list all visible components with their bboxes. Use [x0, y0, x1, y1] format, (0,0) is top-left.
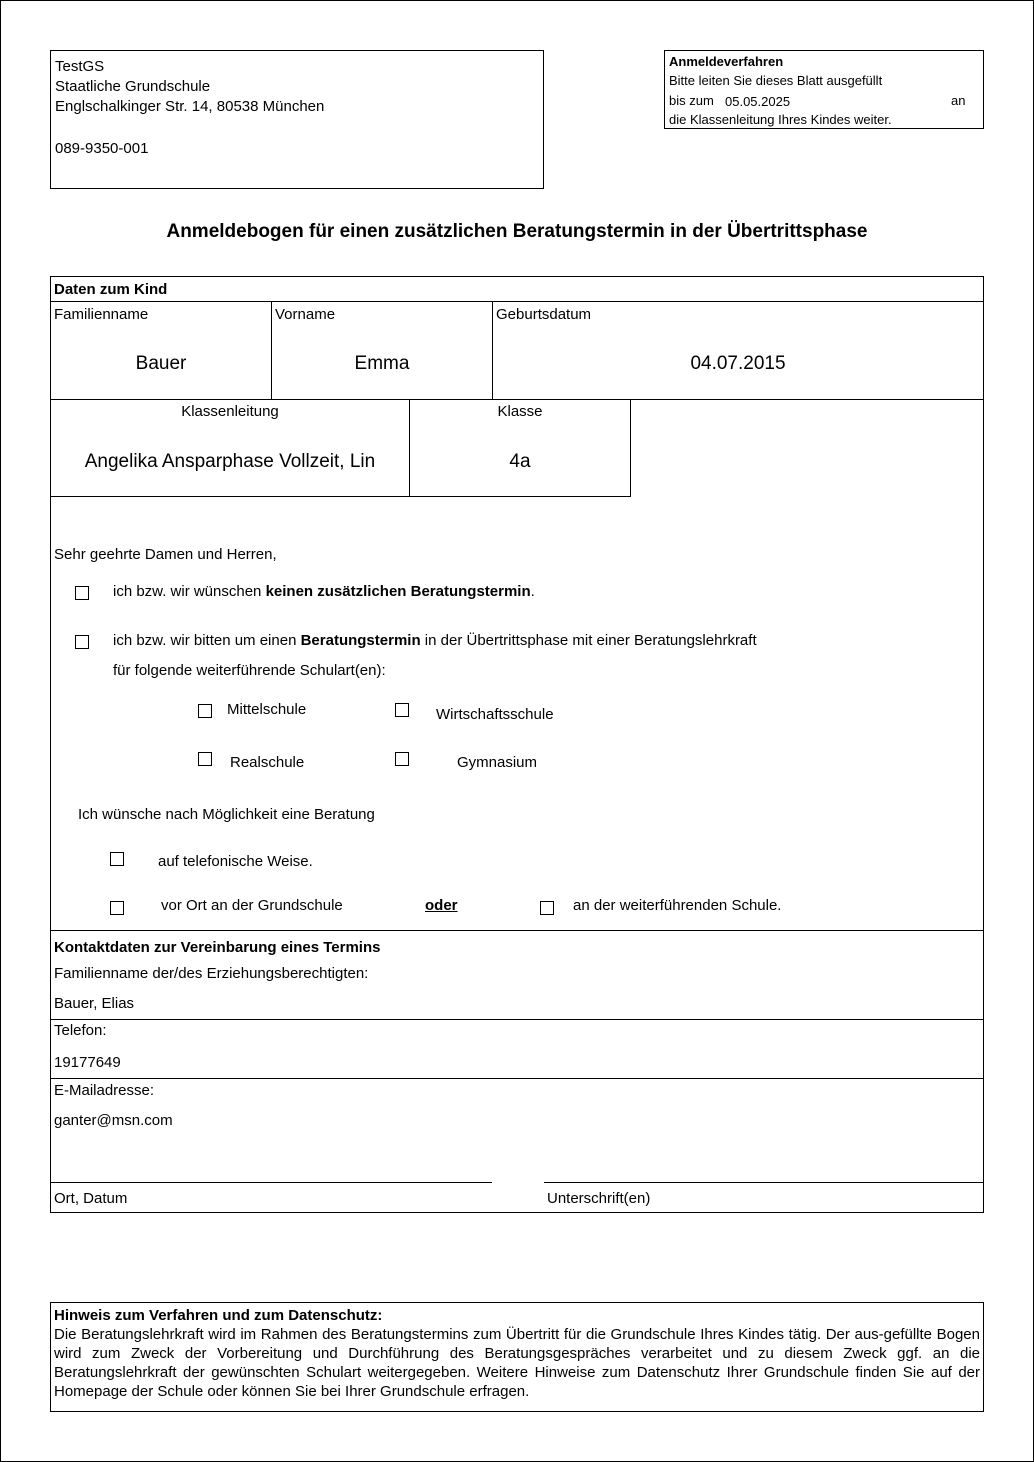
onsite-consult-label: vor Ort an der Grundschule	[161, 897, 343, 914]
divider	[492, 301, 493, 399]
option-no-consultation	[113, 583, 535, 600]
divider	[50, 930, 984, 931]
school-address-box	[50, 50, 544, 189]
school-type: Staatliche Grundschule	[55, 78, 211, 95]
procedure-line3: die Klassenleitung Ihres Kindes weiter.	[669, 112, 892, 127]
phone-consult-checkbox[interactable]	[110, 852, 124, 866]
privacy-notice-box	[50, 1302, 984, 1412]
onsite-consult-checkbox[interactable]	[110, 901, 124, 915]
option2-pre: ich bzw. wir bitten um einen	[113, 632, 297, 649]
child-lastname: Bauer	[135, 353, 187, 374]
class-label: Klasse	[497, 403, 543, 420]
child-firstname: Emma	[354, 353, 410, 374]
procedure-line1: Bitte leiten Sie dieses Blatt ausgefüllt	[669, 73, 883, 88]
no-consultation-checkbox[interactable]	[75, 586, 89, 600]
class-teacher: Angelika Ansparphase Vollzeit, Lin	[84, 451, 376, 472]
guardian-name: Bauer, Elias	[54, 995, 135, 1012]
procedure-line2-suffix: an	[951, 93, 966, 108]
secondary-school-label: an der weiterführenden Schule.	[573, 897, 782, 914]
gymnasium-label: Gymnasium	[457, 754, 538, 771]
email-value: ganter@msn.com	[54, 1112, 173, 1129]
teacher-label: Klassenleitung	[181, 403, 279, 420]
phone-consult-label: auf telefonische Weise.	[158, 853, 313, 870]
signature-line	[544, 1182, 984, 1183]
divider	[50, 301, 984, 302]
realschule-label: Realschule	[230, 754, 305, 771]
child-section-title: Daten zum Kind	[54, 281, 168, 298]
notice-text: Die Beratungslehrkraft wird im Rahmen des Beratungstermins zum Übertritt für die Grundschule Ihres Kindes tätig. Der aus-gefüllte Bogen wird zum Zweck der Vorbereitung und Durchführung des Beratungsgespräches verarbeitet und zu diesem Zweck ggf. an die Beratungslehrkraft der gewünschten Schulart weitergegeben. Weitere Hinweise zum Datenschutz Ihrer Grundschule finden Sie auf der Homepage der Schule oder können Sie bei Ihrer Grundschule erfragen.	[54, 1326, 980, 1400]
option2-bold: Beratungstermin	[300, 632, 421, 649]
option1-bold: keinen zusätzlichen Beratungstermin	[265, 583, 531, 600]
wirtschaftsschule-label: Wirtschaftsschule	[436, 706, 554, 723]
divider	[50, 1019, 984, 1020]
mittelschule-label: Mittelschule	[227, 701, 307, 718]
realschule-checkbox[interactable]	[198, 752, 212, 766]
procedure-box	[664, 50, 984, 129]
school-name: TestGS	[55, 58, 105, 75]
option-request-consultation	[113, 632, 757, 649]
contact-section-title: Kontaktdaten zur Vereinbarung eines Termins	[54, 939, 381, 956]
consult-intro: Ich wünsche nach Möglichkeit eine Beratung	[78, 806, 375, 823]
form-title: Anmeldebogen für einen zusätzlichen Beratungstermin in der Übertrittsphase	[166, 221, 868, 242]
procedure-line2-prefix: bis zum	[669, 93, 714, 108]
option2-line2: für folgende weiterführende Schulart(en):	[113, 662, 386, 679]
option1-post: .	[530, 583, 535, 600]
child-birthdate: 04.07.2015	[690, 353, 786, 374]
lastname-label: Familienname	[54, 306, 149, 323]
gymnasium-checkbox[interactable]	[395, 752, 409, 766]
school-address: Englschalkinger Str. 14, 80538 München	[55, 98, 325, 115]
place-date-label: Ort, Datum	[54, 1190, 128, 1207]
place-date-line	[50, 1182, 492, 1183]
option2-post: in der Übertrittsphase mit einer Beratungslehrkraft	[424, 632, 757, 649]
firstname-label: Vorname	[275, 306, 336, 323]
wirtschaftsschule-checkbox[interactable]	[395, 703, 409, 717]
guardian-label: Familienname der/des Erziehungsberechtigten:	[54, 965, 369, 982]
option1-pre: ich bzw. wir wünschen	[113, 583, 262, 600]
school-phone: 089-9350-001	[55, 140, 149, 157]
mittelschule-checkbox[interactable]	[198, 704, 212, 718]
phone-label: Telefon:	[54, 1022, 107, 1039]
request-consultation-checkbox[interactable]	[75, 635, 89, 649]
email-label: E-Mailadresse:	[54, 1082, 155, 1099]
divider	[630, 399, 631, 497]
divider	[50, 1078, 984, 1079]
oder-label: oder	[425, 897, 458, 914]
divider	[50, 399, 984, 400]
procedure-title: Anmeldeverfahren	[669, 54, 784, 69]
divider	[50, 496, 631, 497]
deadline-date: 05.05.2025	[725, 94, 791, 109]
greeting: Sehr geehrte Damen und Herren,	[54, 546, 277, 563]
signature-label: Unterschrift(en)	[547, 1190, 651, 1207]
secondary-school-checkbox[interactable]	[540, 901, 554, 915]
birthdate-label: Geburtsdatum	[496, 306, 592, 323]
phone-value: 19177649	[54, 1054, 121, 1071]
class-value: 4a	[509, 451, 531, 472]
divider	[271, 301, 272, 399]
notice-title: Hinweis zum Verfahren und zum Datenschutz:	[54, 1307, 383, 1324]
